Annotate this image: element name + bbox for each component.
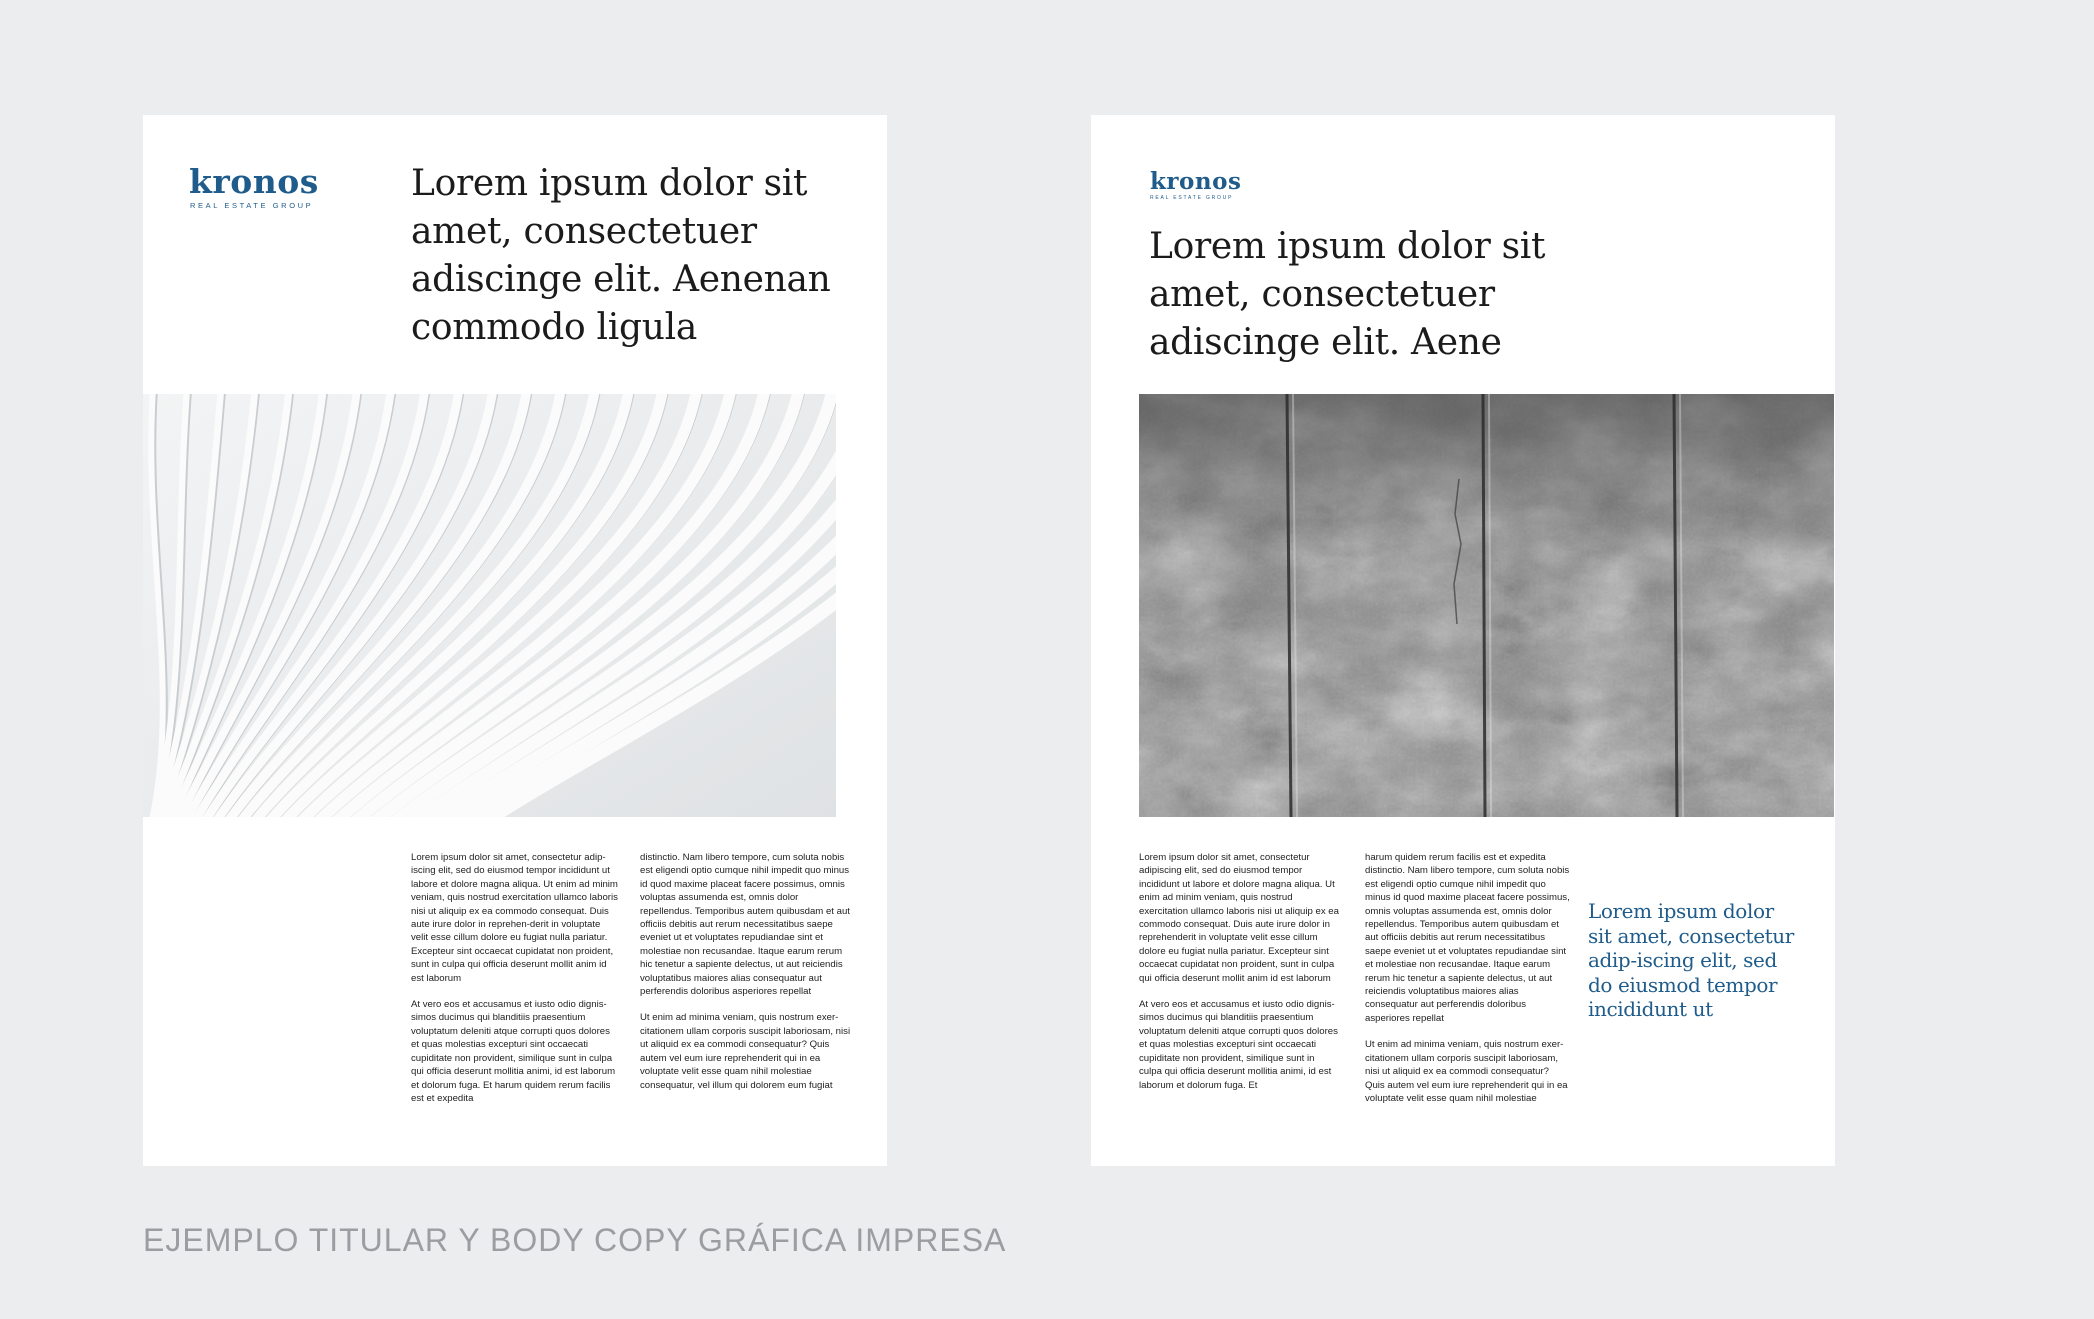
body-paragraph: Lorem ipsum dolor sit amet, consectetur adipiscing elit, sed do eiusmod tempor incididunt ut labore et dolore magna aliqua. Ut enim ad minim veniam, quis nostrud exercitation ullamco laboris nisi ut aliquip ex ea commodo consequat. Duis aute irure dolor in reprehenderit in voluptate velit esse cillum dolore eu fugiat nulla pariatur. Excepteur sint occaecat cupidatat non proident, sunt in culpa qui officia deserunt mollit anim id est laborum <box>1139 852 1339 984</box>
logo-wordmark: kronos <box>189 162 319 201</box>
body-paragraph: At vero eos et accusamus et iusto odio dignis-simos ducimus qui blanditiis praesentium voluptatum deleniti atque corrupti quos dolores et quas molestias excepturi sint occaecati cupiditate non provident, similique sunt in culpa qui officia deserunt mollitia animi, id est laborum et dolorum fuga. Et harum quidem rerum facilis est et expedita <box>411 999 616 1104</box>
body-paragraph: At vero eos et accusamus et iusto odio dignis-simos ducimus qui blanditiis praesentium voluptatum deleniti atque corrupti quos dolores et quas molestias excepturi sint occaecati cupiditate non provident, similique sunt in culpa qui officia deserunt mollitia animi, id est laborum et dolorum fuga. Et <box>1139 999 1338 1091</box>
print-layout-page-1 <box>143 115 887 1166</box>
page-1-headline: Lorem ipsum dolor sit amet, consectetuer adiscinge elit. Aenenan commodo ligula <box>411 163 831 348</box>
print-layout-page-2 <box>1091 115 1835 1166</box>
body-paragraph: Ut enim ad minima veniam, quis nostrum exer-citationem ullam corporis suscipit laboriosam, nisi ut aliquid ex ea commodi consequatur? Quis autem vel eum iure reprehenderit qui in ea voluptate velit esse quam nihil molestiae consequatur, vel illum qui dolorem eum fugiat <box>640 1012 851 1091</box>
logo-tagline: REAL ESTATE GROUP <box>1150 195 1234 201</box>
page-1-body-column-2 <box>640 851 852 1105</box>
concrete-photo-illustration <box>1139 394 1834 817</box>
white-wave-architecture-photo <box>143 394 836 817</box>
page-2-body-column-2 <box>1365 851 1570 1118</box>
page-2-headline: Lorem ipsum dolor sit amet, consectetuer adiscinge elit. Aene <box>1149 226 1546 363</box>
page-2-body-column-1 <box>1139 851 1339 1105</box>
pull-quote: Lorem ipsum dolor sit amet, consectetur adip-iscing elit, sed do eiusmod tempor incididunt ut <box>1588 899 1794 1021</box>
wave-photo-illustration <box>143 394 836 817</box>
kronos-logo <box>1150 170 1241 201</box>
body-paragraph: Lorem ipsum dolor sit amet, consectetur adip-iscing elit, sed do eiusmod tempor incididunt ut labore et dolore magna aliqua. Ut enim ad minim veniam, quis nostrud exercitation ullamco laboris nisi ut aliquip ex ea commodo consequat. Duis aute irure dolor in reprehen-derit in voluptate velit esse cillum dolore eu fugiat nulla pariatur. Excepteur sint occaecat cupidatat non proident, sunt in culpa qui officia deserunt mollit anim id est laborum <box>411 852 618 984</box>
logo-tagline: REAL ESTATE GROUP <box>190 201 314 210</box>
logo-wordmark: kronos <box>1150 168 1242 195</box>
body-paragraph: distinctio. Nam libero tempore, cum soluta nobis est eligendi optio cumque nihil impedit quo minus id quod maxime placeat facere possimus, omnis voluptas assumenda est, omnis dolor repellendus. Temporibus autem quibusdam et aut officiis debitis aut rerum necessitatibus saepe eveniet ut et voluptates repudiandae sint et molestiae non recusandae. Itaque earum rerum hic tenetur a sapiente delectus, ut aut reiciendis voluptatibus maiores alias consequatur aut perferendis doloribus asperiores repellat <box>640 852 850 998</box>
body-paragraph: harum quidem rerum facilis est et expedita distinctio. Nam libero tempore, cum soluta nobis est eligendi optio cumque nihil impedit quo minus id quod maxime placeat facere possimus, omnis voluptas assumenda est, omnis dolor repellendus. Temporibus autem quibusdam et aut officiis debitis aut rerum necessitatibus saepe eveniet ut et voluptates repudiandae sint et molestiae non recusandae. Itaque earum rerum hic tenetur a sapiente delectus, ut aut reiciendis voluptatibus maiores alias consequatur aut perferendis doloribus asperiores repellat <box>1365 852 1570 1024</box>
example-caption: EJEMPLO TITULAR Y BODY COPY GRÁFICA IMPRESA <box>143 1222 1007 1258</box>
grey-concrete-wall-photo <box>1139 394 1834 817</box>
body-paragraph: Ut enim ad minima veniam, quis nostrum exer-citationem ullam corporis suscipit laboriosam, nisi ut aliquid ex ea commodi consequatur? Quis autem vel eum iure reprehenderit qui in ea voluptate velit esse quam nihil molestiae <box>1365 1039 1568 1104</box>
page-1-body-column-1 <box>411 851 619 1118</box>
kronos-logo <box>189 162 319 210</box>
